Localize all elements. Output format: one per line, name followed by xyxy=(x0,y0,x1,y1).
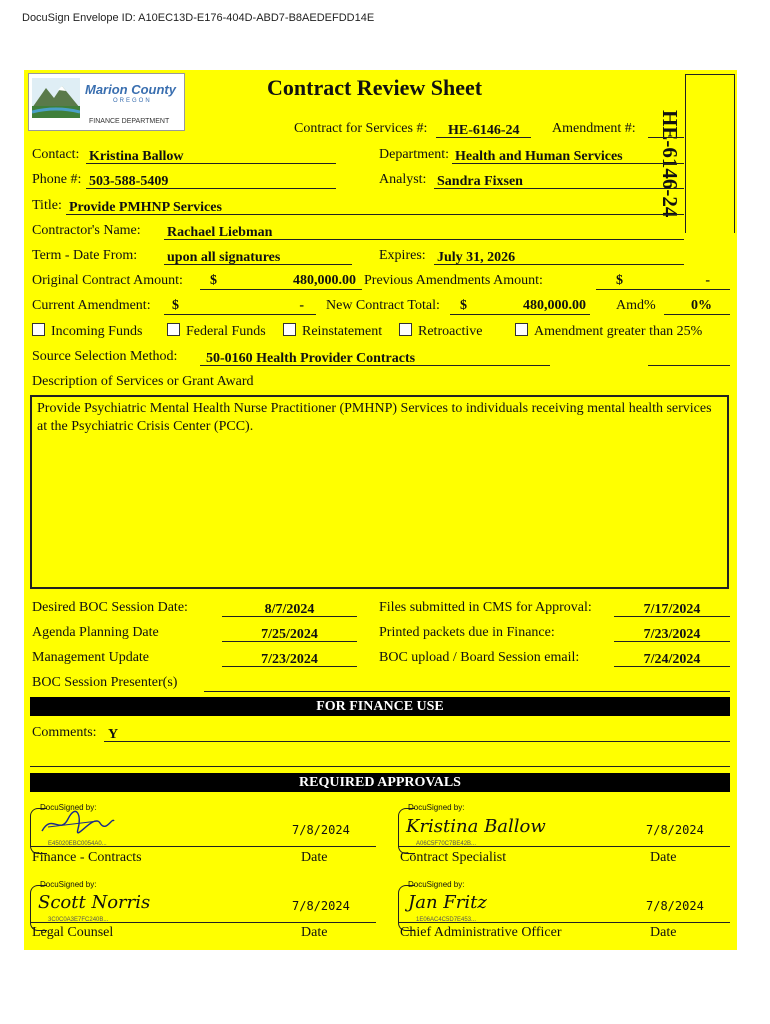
checkbox-federal-funds[interactable] xyxy=(167,323,266,340)
docusigned-by-label: DocuSigned by: xyxy=(408,803,465,812)
original-amount-field[interactable] xyxy=(200,273,362,290)
analyst-field[interactable] xyxy=(434,172,684,189)
comments-label: Comments: xyxy=(32,725,97,740)
boc-upload-label: BOC upload / Board Session email: xyxy=(379,650,580,665)
contract-id-box xyxy=(685,74,735,233)
current-amend-field[interactable] xyxy=(164,298,316,315)
checkbox-label: Amendment greater than 25% xyxy=(534,324,703,339)
specialist-role: Contract Specialist xyxy=(400,850,507,865)
specialist-signature-code: A06C5F70C7BE42B... xyxy=(416,841,477,847)
checkbox-label: Retroactive xyxy=(418,324,483,339)
checkbox-reinstatement[interactable] xyxy=(283,323,382,340)
contract-review-sheet xyxy=(24,70,737,950)
prev-amend-field[interactable] xyxy=(596,273,730,290)
cao-date-label: Date xyxy=(650,925,677,940)
finance-signature-code: E45020EBC0054A0... xyxy=(48,841,107,847)
current-amend-label: Current Amendment: xyxy=(32,298,151,313)
printed-value: 7/23/2024 xyxy=(643,627,701,642)
checkbox-label: Incoming Funds xyxy=(51,324,143,339)
divider xyxy=(30,766,730,767)
contractor-field[interactable] xyxy=(164,223,684,240)
checkbox-label: Federal Funds xyxy=(186,324,266,339)
phone-value: 503-588-5409 xyxy=(89,174,169,189)
desired-boc-field[interactable] xyxy=(222,600,357,617)
legal-role: Legal Counsel xyxy=(32,925,114,940)
mgmt-label: Management Update xyxy=(32,650,150,665)
finance-sign-date: 7/8/2024 xyxy=(292,823,350,837)
department-value: Health and Human Services xyxy=(455,149,623,164)
contract-for-services-label: Contract for Services #: xyxy=(294,121,428,136)
contract-id-vertical: HE-6146-24 xyxy=(658,110,682,218)
boc-upload-value: 7/24/2024 xyxy=(643,652,701,667)
source-label: Source Selection Method: xyxy=(32,349,178,364)
checkbox-box[interactable] xyxy=(515,323,528,336)
logo-dept: FINANCE DEPARTMENT xyxy=(89,118,170,125)
finance-role: Finance - Contracts xyxy=(32,850,142,865)
new-total-label: New Contract Total: xyxy=(326,298,440,313)
phone-field[interactable] xyxy=(86,172,336,189)
title-field[interactable] xyxy=(66,198,684,215)
analyst-value: Sandra Fixsen xyxy=(437,174,523,189)
docusigned-by-label: DocuSigned by: xyxy=(40,880,97,889)
files-cms-field[interactable] xyxy=(614,600,730,617)
new-total-currency: $ xyxy=(460,298,467,313)
prev-amend-label: Previous Amendments Amount: xyxy=(364,273,543,288)
envelope-id: DocuSign Envelope ID: A10EC13D-E176-404D-ABD7-B8AEDEFDD14E xyxy=(22,12,375,24)
contact-value: Kristina Ballow xyxy=(89,149,184,164)
original-amount-label: Original Contract Amount: xyxy=(32,273,183,288)
prev-amend-currency: $ xyxy=(616,273,623,288)
contract-for-services-value: HE-6146-24 xyxy=(448,123,520,138)
finance-use-header: FOR FINANCE USE xyxy=(30,697,730,716)
docusigned-by-label: DocuSigned by: xyxy=(408,880,465,889)
contractor-label: Contractor's Name: xyxy=(32,223,141,238)
finance-signature-scribble xyxy=(38,809,118,839)
legal-signature: Scott Norris xyxy=(38,892,151,913)
mountain-logo-icon xyxy=(32,78,80,118)
department-label: Department: xyxy=(379,147,449,162)
analyst-label: Analyst: xyxy=(379,172,427,187)
specialist-signature: Kristina Ballow xyxy=(406,816,546,837)
comments-field[interactable] xyxy=(104,725,730,742)
cao-role: Chief Administrative Officer xyxy=(400,925,562,940)
logo-name: Marion County xyxy=(85,82,176,97)
finance-signature-line[interactable] xyxy=(30,846,376,847)
comments-value: Y xyxy=(108,727,119,742)
checkbox-box[interactable] xyxy=(32,323,45,336)
legal-signature-code: 3C0C0A3E7FC240B... xyxy=(48,917,109,923)
checkbox-box[interactable] xyxy=(283,323,296,336)
original-amount-value: 480,000.00 xyxy=(293,273,356,288)
required-approvals-header: REQUIRED APPROVALS xyxy=(30,773,730,792)
desired-boc-label: Desired BOC Session Date: xyxy=(32,600,188,615)
expires-label: Expires: xyxy=(379,248,426,263)
phone-label: Phone #: xyxy=(32,172,82,187)
checkbox-incoming-funds[interactable] xyxy=(32,323,142,340)
printed-field[interactable] xyxy=(614,625,730,642)
mgmt-field[interactable] xyxy=(222,650,357,667)
presenter-label: BOC Session Presenter(s) xyxy=(32,675,178,690)
new-total-value: 480,000.00 xyxy=(523,298,586,313)
finance-date-label: Date xyxy=(301,850,328,865)
files-cms-value: 7/17/2024 xyxy=(643,602,701,617)
legal-date-label: Date xyxy=(301,925,328,940)
title-label: Title: xyxy=(32,198,62,213)
cao-signature-code: 1E06AC4C5D7E453... xyxy=(416,917,477,923)
legal-sign-date: 7/8/2024 xyxy=(292,899,350,913)
contact-field[interactable] xyxy=(86,147,336,164)
contract-for-services-field[interactable] xyxy=(436,121,531,138)
page-title: Contract Review Sheet xyxy=(267,75,483,100)
title-value: Provide PMHNP Services xyxy=(69,200,222,215)
contact-label: Contact: xyxy=(32,147,80,162)
docusigned-by-label: DocuSigned by: xyxy=(40,803,97,812)
logo-state: OREGON xyxy=(113,98,152,104)
checkbox-box[interactable] xyxy=(399,323,412,336)
agenda-label: Agenda Planning Date xyxy=(32,625,159,640)
desc-textarea[interactable]: Provide Psychiatric Mental Health Nurse Practitioner (PMHNP) Services to individuals receiving mental health services at the Psychiatric Crisis Center (PCC). xyxy=(30,395,729,589)
specialist-sign-date: 7/8/2024 xyxy=(646,823,704,837)
boc-upload-field[interactable] xyxy=(614,650,730,667)
desc-label: Description of Services or Grant Award xyxy=(32,374,254,389)
amd-pct-field[interactable] xyxy=(664,298,730,315)
source-field[interactable] xyxy=(200,349,550,366)
checkbox-retroactive[interactable] xyxy=(399,323,483,340)
marion-county-logo xyxy=(28,73,185,131)
files-cms-label: Files submitted in CMS for Approval: xyxy=(379,600,592,615)
contractor-value: Rachael Liebman xyxy=(167,225,273,240)
specialist-signature-line[interactable] xyxy=(398,846,730,847)
department-field[interactable] xyxy=(452,147,684,164)
source-value: 50-0160 Health Provider Contracts xyxy=(206,351,416,366)
expires-value: July 31, 2026 xyxy=(437,250,516,265)
current-amend-value: - xyxy=(299,298,304,313)
term-field[interactable] xyxy=(164,248,352,265)
term-value: upon all signatures xyxy=(167,250,281,265)
legal-signature-line[interactable] xyxy=(30,922,376,923)
new-total-field[interactable] xyxy=(450,298,590,315)
cao-signature: Jan Fritz xyxy=(408,892,487,913)
agenda-value: 7/25/2024 xyxy=(261,627,318,642)
checkbox-amendment-over-25[interactable] xyxy=(515,323,702,340)
source-extra-field[interactable] xyxy=(648,349,730,366)
amd-pct-label: Amd% xyxy=(616,298,656,313)
printed-label: Printed packets due in Finance: xyxy=(379,625,555,640)
expires-field[interactable] xyxy=(434,248,684,265)
cao-sign-date: 7/8/2024 xyxy=(646,899,704,913)
presenter-field[interactable] xyxy=(204,675,730,692)
amendment-field[interactable] xyxy=(648,121,684,138)
mgmt-value: 7/23/2024 xyxy=(261,652,318,667)
checkbox-label: Reinstatement xyxy=(302,324,383,339)
specialist-date-label: Date xyxy=(650,850,677,865)
current-amend-currency: $ xyxy=(172,298,179,313)
original-amount-currency: $ xyxy=(210,273,217,288)
amd-pct-value: 0% xyxy=(691,298,712,313)
agenda-field[interactable] xyxy=(222,625,357,642)
term-label: Term - Date From: xyxy=(32,248,138,263)
cao-signature-line[interactable] xyxy=(398,922,730,923)
prev-amend-value: - xyxy=(705,273,710,288)
amendment-label: Amendment #: xyxy=(552,121,636,136)
desired-boc-value: 8/7/2024 xyxy=(264,602,315,617)
checkbox-box[interactable] xyxy=(167,323,180,336)
